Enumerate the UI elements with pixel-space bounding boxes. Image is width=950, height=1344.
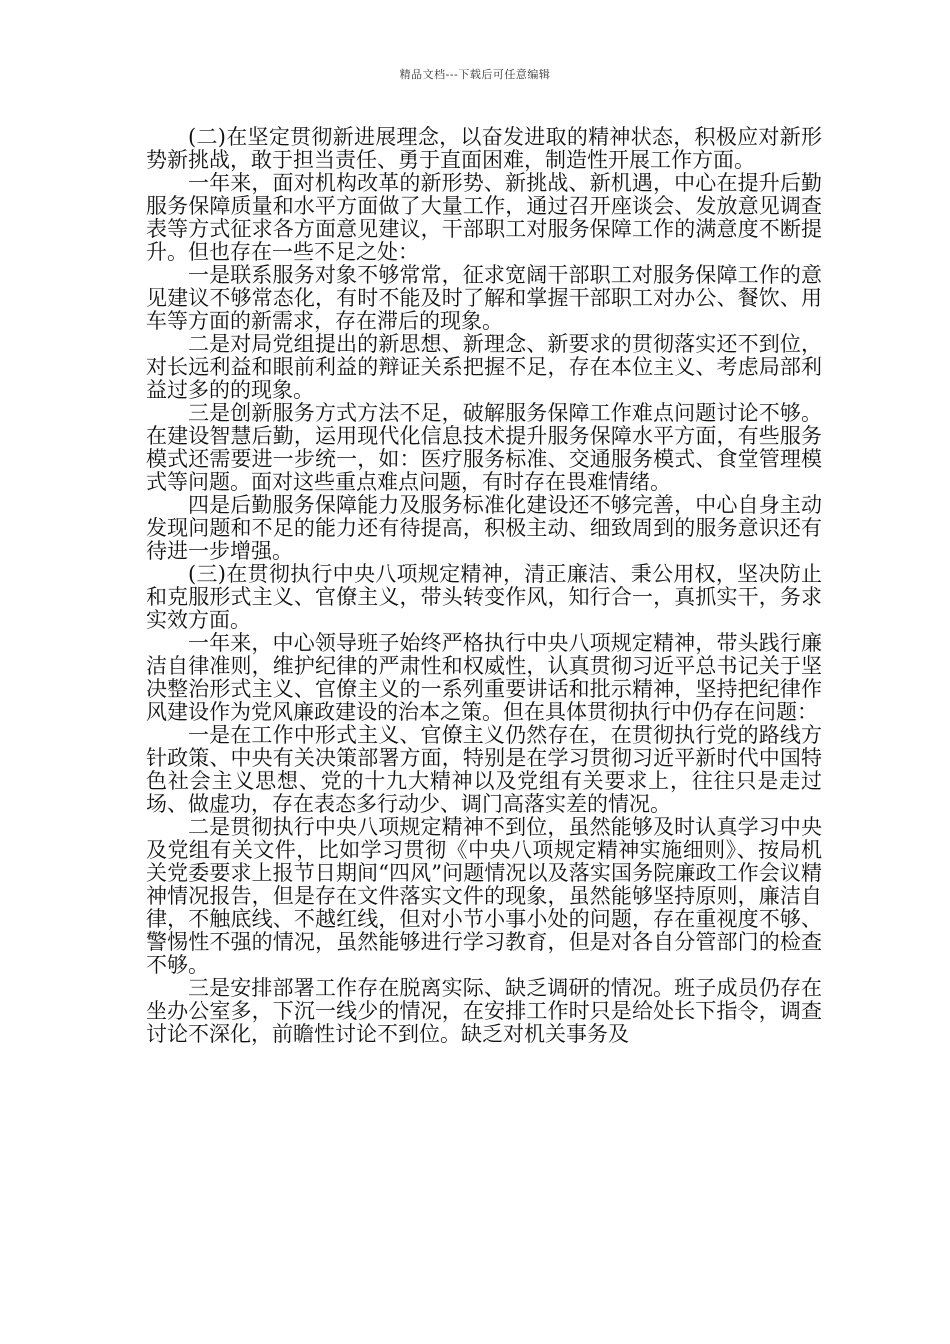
paragraph: 一年来，面对机构改革的新形势、新挑战、新机遇，中心在提升后勤服务保障质量和水平方面做了大量工作，通过召开座谈会、发放意见调查表等方式征求各方面意见建议，干部职工对服务保障工作的满意度不断提升。但也存在一些不足之处：	[146, 171, 822, 264]
paragraph: 一年来，中心领导班子始终严格执行中央八项规定精神，带头践行廉洁自律准则，维护纪律的严肃性和权威性，认真贯彻习近平总书记关于坚决整治形式主义、官僚主义的一系列重要讲话和批示精神，坚持把纪律作风建设作为党风廉政建设的治本之策。但在具体贯彻执行中仍存在问题：	[146, 631, 822, 724]
paragraph: 二是对局党组提出的新思想、新理念、新要求的贯彻落实还不到位，对长远利益和眼前利益的辩证关系把握不足，存在本位主义、考虑局部利益过多的的现象。	[146, 332, 822, 402]
paragraph-section-3-heading: (三)在贯彻执行中央八项规定精神，清正廉洁、秉公用权，坚决防止和克服形式主义、官僚主义，带头转变作风，知行合一，真抓实干，务求实效方面。	[146, 562, 822, 632]
page-header: 精品文档---下载后可任意编辑	[399, 68, 551, 81]
paragraph: 三是创新服务方式方法不足，破解服务保障工作难点问题讨论不够。在建设智慧后勤，运用现代化信息技术提升服务保障水平方面，有些服务模式还需要进一步统一，如：医疗服务标准、交通服务模式、食堂管理模式等问题。面对这些重点难点问题，有时存在畏难情绪。	[146, 401, 822, 494]
paragraph: 一是联系服务对象不够常常，征求宽阔干部职工对服务保障工作的意见建议不够常态化，有时不能及时了解和掌握干部职工对办公、餐饮、用车等方面的新需求，存在滞后的现象。	[146, 263, 822, 333]
paragraph-section-2-heading: (二)在坚定贯彻新进展理念，以奋发进取的精神状态，积极应对新形势新挑战，敢于担当责任、勇于直面困难，制造性开展工作方面。	[146, 125, 822, 172]
paragraph: 三是安排部署工作存在脱离实际、缺乏调研的情况。班子成员仍存在坐办公室多，下沉一线少的情况，在安排工作时只是给处长下指令，调查讨论不深化，前瞻性讨论不到位。缺乏对机关事务及	[146, 976, 822, 1046]
paragraph: 二是贯彻执行中央八项规定精神不到位，虽然能够及时认真学习中央及党组有关文件，比如学习贯彻《中央八项规定精神实施细则》、按局机关党委要求上报节日期间“四风”问题情况以及落实国务院廉政工作会议精神情况报告，但是存在文件落实文件的现象，虽然能够坚持原则，廉洁自律，不触底线、不越红线，但对小节小事小处的问题，存在重视度不够、警惕性不强的情况，虽然能够进行学习教育，但是对各自分管部门的检查不够。	[146, 815, 822, 977]
paragraph: 四是后勤服务保障能力及服务标准化建设还不够完善，中心自身主动发现问题和不足的能力还有待提高，积极主动、细致周到的服务意识还有待进一步增强。	[146, 493, 822, 563]
document-body	[146, 126, 822, 1046]
paragraph: 一是在工作中形式主义、官僚主义仍然存在，在贯彻执行党的路线方针政策、中央有关决策部署方面，特别是在学习贯彻习近平新时代中国特色社会主义思想、党的十九大精神以及党组有关要求上，往往只是走过场、做虚功，存在表态多行动少、调门高落实差的情况。	[146, 723, 822, 816]
